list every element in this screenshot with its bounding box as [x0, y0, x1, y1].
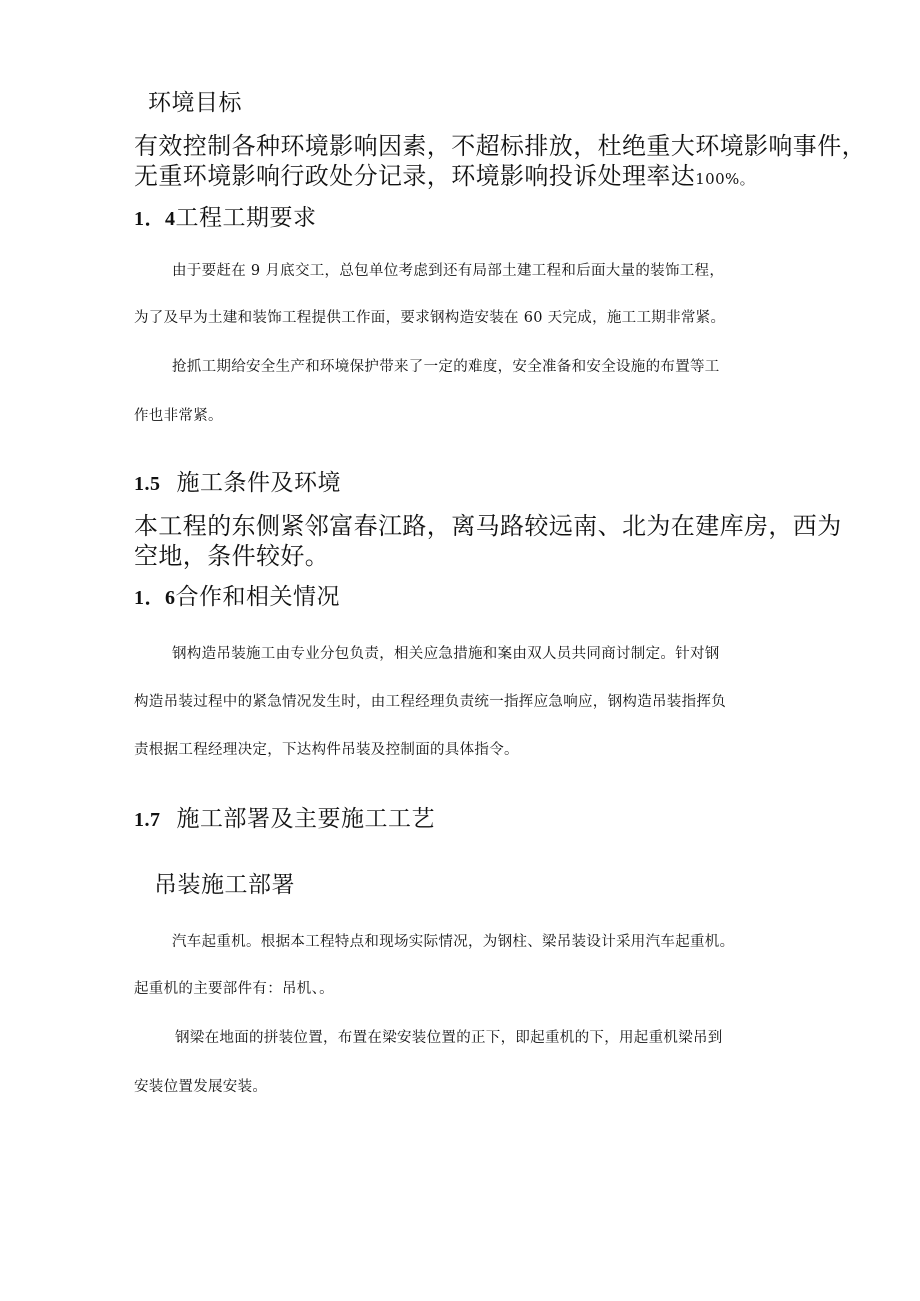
- env-goal-heading: [148, 84, 242, 117]
- env-goal-line-2-text: 无重环境影响行政处分记录，环境影响投诉处理率达: [134, 162, 696, 190]
- section-1-6-heading: [134, 578, 340, 611]
- section-1-4-para-1-line-2: 为了及早为土建和装饰工程提供工作面，要求钢构造安装在 60 天完成，施工工期非常紧。: [134, 310, 726, 326]
- section-1-6-line-3: 责根据工程经理决定，下达构件吊装及控制面的具体指令。: [134, 742, 519, 758]
- section-1-4-heading: [134, 199, 317, 232]
- section-1-4-title: 工程工期要求: [175, 205, 317, 231]
- section-1-5-title: 施工条件及环境: [176, 470, 341, 496]
- section-1-6-line-1: 钢构造吊装施工由专业分包负责，相关应急措施和案由双人员共同商讨制定。针对钢: [172, 646, 720, 662]
- env-goal-line-1: 有效控制各种环境影响因素，不超标排放，杜绝重大环境影响事件，: [134, 132, 866, 160]
- section-1-4-para-2-line-1: 抢抓工期给安全生产和环境保护带来了一定的难度，安全准备和安全设施的布置等工: [172, 359, 720, 375]
- section-1-6-line-2: 构造吊装过程中的紧急情况发生时，由工程经理负责统一指挥应急响应，钢构造吊装指挥负: [134, 694, 726, 710]
- section-1-7-subheading: 吊装施工部署: [154, 872, 295, 898]
- section-1-7-para-1-line-1: 汽车起重机。根据本工程特点和现场实际情况，为钢柱、梁吊装设计采用汽车起重机。: [172, 934, 735, 950]
- section-1-7-heading: [134, 800, 435, 833]
- section-1-5-line-1: 本工程的东侧紧邻富春江路，离马路较远南、北为在建库房，西为: [134, 512, 842, 540]
- section-1-5-number: 1.5: [134, 473, 161, 495]
- section-1-4-number: 1．4: [134, 208, 176, 230]
- section-1-5-line-2: 空地，条件较好。: [134, 542, 330, 570]
- section-1-7-para-2-line-1: 钢梁在地面的拼装位置，布置在梁安装位置的正下，即起重机的下，用起重机梁吊到: [175, 1030, 723, 1046]
- env-goal-title: 环境目标: [148, 90, 242, 116]
- section-1-7-title: 施工部署及主要施工工艺: [176, 806, 435, 832]
- section-1-7-para-2-line-2: 安装位置发展安装。: [134, 1079, 268, 1095]
- env-goal-percent: 100%。: [695, 170, 756, 188]
- section-1-6-number: 1．6: [134, 587, 176, 609]
- section-1-4-para-2-line-2: 作也非常紧。: [134, 408, 223, 424]
- section-1-6-title: 合作和相关情况: [175, 584, 340, 610]
- section-1-7-number: 1.7: [134, 809, 161, 831]
- section-1-4-para-1-line-1: 由于要赶在 9 月底交工，总包单位考虑到还有局部土建工程和后面大量的装饰工程，: [172, 263, 725, 279]
- env-goal-line-2: [134, 156, 755, 191]
- section-1-7-para-1-line-2: 起重机的主要部件有：吊机、。: [134, 981, 334, 997]
- section-1-5-heading: [134, 464, 341, 497]
